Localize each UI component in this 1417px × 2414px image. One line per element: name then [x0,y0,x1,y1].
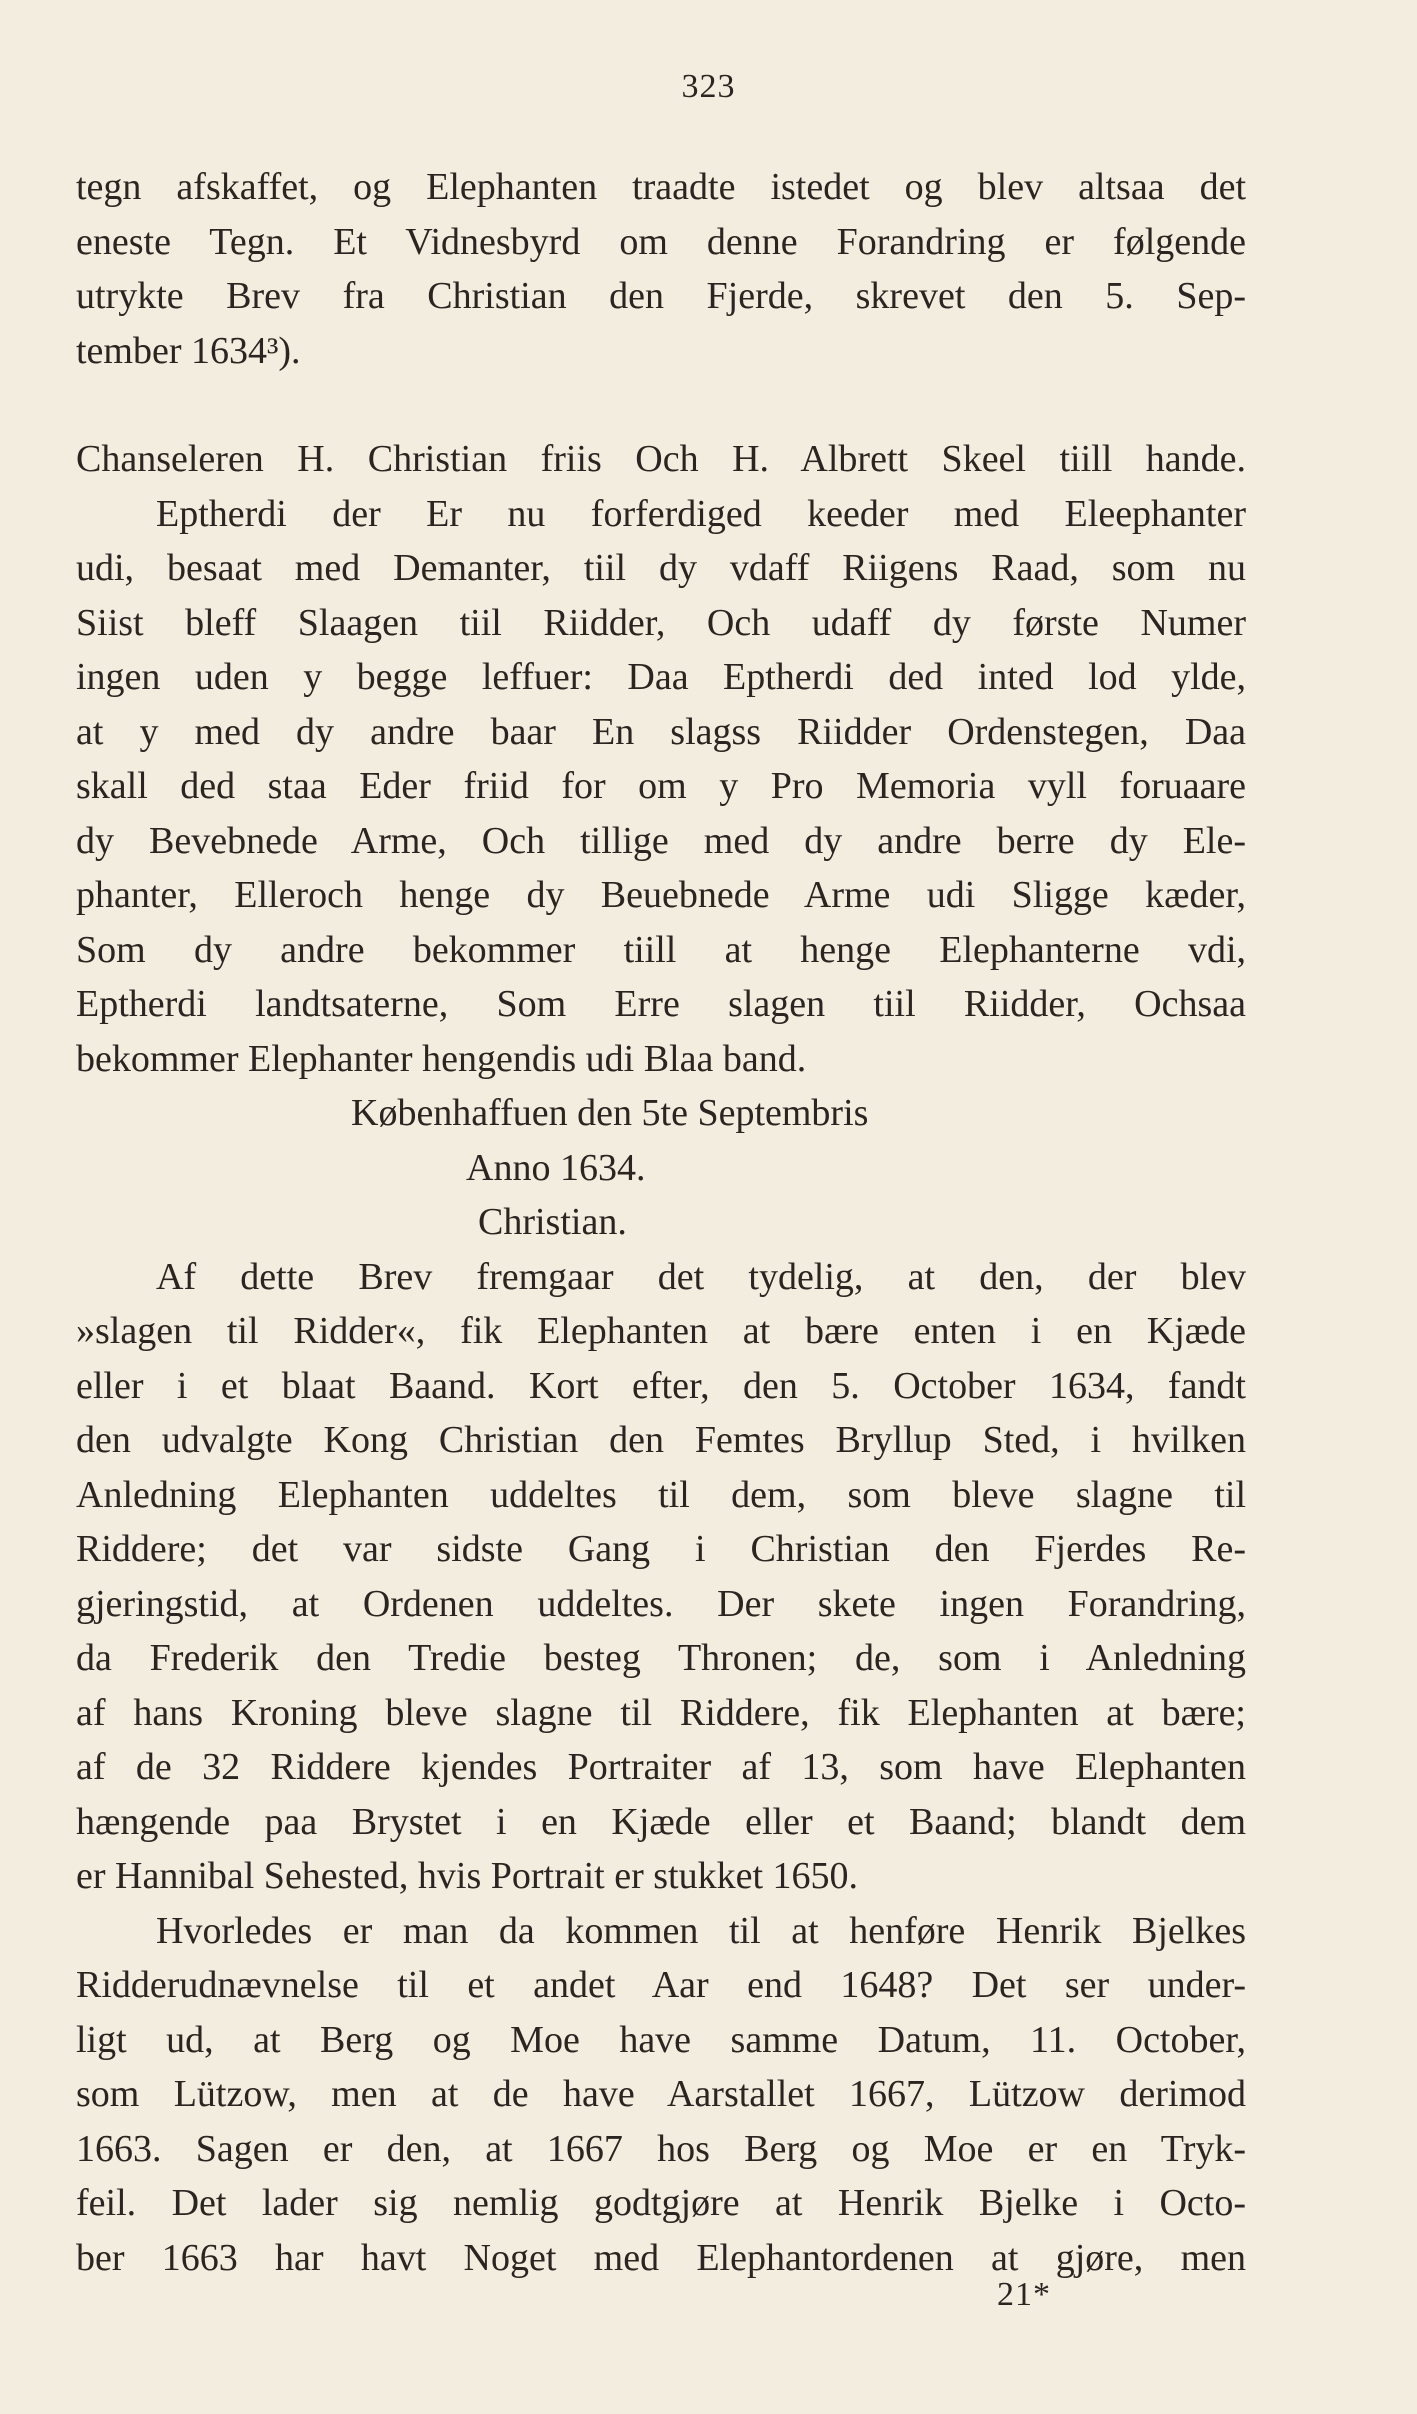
text-line: da Frederik den Tredie besteg Thronen; de, som i Anledning [76,1637,1246,1679]
letter-line: ingen uden y begge leffuer: Daa Eptherdi ded inted lod ylde, [76,656,1246,698]
letter-signature: Christian. [478,1201,627,1243]
text-line: tember 1634³). [76,329,301,372]
text-line: gjeringstid, at Ordenen uddeltes. Der skete ingen Forandring, [76,1582,1246,1625]
letter-line: Siist bleff Slaagen tiil Riidder, Och udaff dy første Numer [76,601,1246,644]
text-line: Ridderudnævnelse til et andet Aar end 1648? Det ser under- [76,1964,1246,2006]
letter-line: dy Bevebnede Arme, Och tillige med dy andre berre dy Ele- [76,819,1246,862]
text-line: ligt ud, at Berg og Moe have samme Datum, 11. October, [76,2018,1246,2061]
text-line: hængende paa Brystet i en Kjæde eller et Baand; blandt dem [76,1800,1246,1843]
letter-year: Anno 1634. [466,1146,646,1189]
letter-line: skall ded staa Eder friid for om y Pro Memoria vyll foruaare [76,765,1246,807]
text-line: er Hannibal Sehested, hvis Portrait er stukket 1650. [76,1855,859,1897]
text-line: eneste Tegn. Et Vidnesbyrd om denne Forandring er følgende [76,220,1246,263]
letter-place-date: Københaffuen den 5te Septembris [351,1092,869,1134]
text-line: »slagen til Ridder«, fik Elephanten at bære enten i en Kjæde [76,1310,1246,1352]
page-number: 323 [681,68,736,105]
text-line: tegn afskaffet, og Elephanten traadte istedet og blev altsaa det [76,166,1246,208]
paragraph-gap [76,378,1246,432]
text-line: Hvorledes er man da kommen til at henføre Henrik Bjelkes [156,1909,1246,1952]
page-body [76,160,1246,2285]
letter-line: udi, besaat med Demanter, tiil dy vdaff Riigens Raad, som nu [76,547,1246,589]
text-line: utrykte Brev fra Christian den Fjerde, skrevet den 5. Sep- [76,275,1246,317]
letter-line: Eptherdi der Er nu forferdiged keeder med Eleephanter [156,492,1246,535]
text-line: feil. Det lader sig nemlig godtgjøre at Henrik Bjelke i Octo- [76,2182,1246,2224]
letter-line: Eptherdi landtsaterne, Som Erre slagen tiil Riidder, Ochsaa [76,983,1246,1025]
letter-line: Som dy andre bekommer tiill at henge Elephanterne vdi, [76,928,1246,971]
letter-line: phanter, Elleroch henge dy Beuebnede Arme udi Sligge kæder, [76,874,1246,916]
text-line: Riddere; det var sidste Gang i Christian den Fjerdes Re- [76,1528,1246,1570]
text-line: 1663. Sagen er den, at 1667 hos Berg og Moe er en Tryk- [76,2127,1246,2170]
letter-address: Chanseleren H. Christian friis Och H. Albrett Skeel tiill hande. [76,438,1246,480]
letter-line: at y med dy andre baar En slagss Riidder Ordenstegen, Daa [76,710,1246,753]
letter-line: bekommer Elephanter hengendis udi Blaa band. [76,1037,807,1080]
text-line: eller i et blaat Baand. Kort efter, den 5. October 1634, fandt [76,1364,1246,1407]
text-line: ber 1663 har havt Noget med Elephantordenen at gjøre, men [76,2236,1246,2279]
text-line: den udvalgte Kong Christian den Femtes Bryllup Sted, i hvilken [76,1419,1246,1461]
signature-mark: 21* [997,2276,1051,2313]
text-line: af de 32 Riddere kjendes Portraiter af 13, som have Elephanten [76,1746,1246,1788]
text-line: Af dette Brev fremgaar det tydelig, at den, der blev [156,1255,1246,1298]
text-line: af hans Kroning bleve slagne til Riddere, fik Elephanten at bære; [76,1691,1246,1734]
text-line: Anledning Elephanten uddeltes til dem, som bleve slagne til [76,1473,1246,1516]
text-line: som Lützow, men at de have Aarstallet 1667, Lützow derimod [76,2073,1246,2115]
